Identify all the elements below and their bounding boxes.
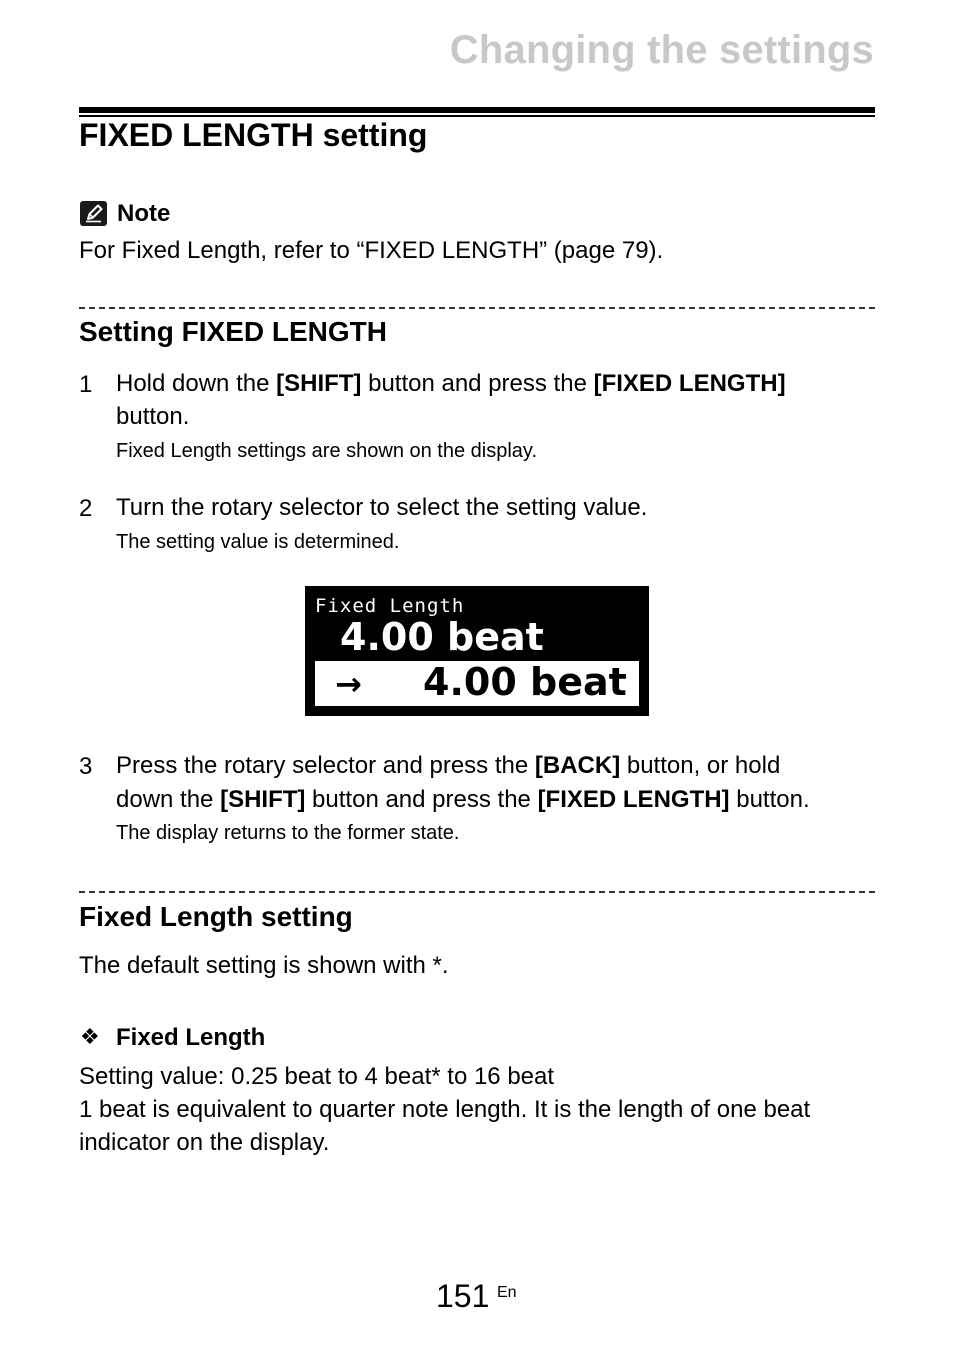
procedure-heading: Setting FIXED LENGTH	[79, 316, 387, 347]
step-number: 1	[79, 371, 93, 398]
dashed-divider	[79, 307, 875, 309]
back-button-ref: [BACK]	[534, 752, 621, 779]
step-2-result: The setting value is determined.	[116, 531, 400, 553]
parameter-description-cont: indicator on the display.	[79, 1129, 330, 1156]
display-current-value: 4.00 beat	[340, 615, 544, 659]
step-1-text-cont: button.	[116, 403, 190, 430]
header-rule-thick	[79, 107, 875, 113]
step-2-text: Turn the rotary selector to select the setting value.	[116, 494, 648, 521]
shift-button-ref: [SHIFT]	[220, 786, 306, 813]
note-label: Note	[117, 200, 171, 227]
fixed-length-button-ref: [FIXED LENGTH]	[593, 370, 786, 397]
settings-heading: Fixed Length setting	[79, 901, 353, 932]
display-label: Fixed Length	[315, 595, 465, 617]
parameter-range: Setting value: 0.25 beat to 4 beat* to 16 beat	[79, 1063, 555, 1090]
shift-button-ref: [SHIFT]	[276, 370, 362, 397]
default-note: The default setting is shown with *.	[79, 952, 449, 979]
arrow-right-icon: →	[335, 665, 362, 703]
step-3-text: Press the rotary selector and press the [BACK] button, or hold	[116, 752, 781, 779]
fixed-length-button-ref: [FIXED LENGTH]	[537, 786, 730, 813]
display-selection-box	[315, 661, 639, 706]
diamond-bullet-icon: ❖	[80, 1024, 100, 1049]
page-number: 151	[436, 1278, 490, 1314]
step-1-result: Fixed Length settings are shown on the display.	[116, 440, 537, 462]
pencil-note-icon	[80, 201, 107, 226]
step-number: 3	[79, 753, 93, 780]
display-screen	[305, 586, 649, 716]
dashed-divider	[79, 891, 875, 893]
step-3-result: The display returns to the former state.	[116, 822, 460, 844]
parameter-description: 1 beat is equivalent to quarter note length. It is the length of one beat	[79, 1096, 811, 1123]
page-header-title: Changing the settings	[449, 28, 874, 72]
step-1-text: Hold down the [SHIFT] button and press the [FIXED LENGTH]	[116, 370, 786, 397]
section-title: FIXED LENGTH setting	[79, 117, 428, 153]
display-new-value: 4.00 beat	[423, 660, 627, 704]
page-language: En	[497, 1284, 517, 1301]
step-3-text-cont: down the [SHIFT] button and press the [FIXED LENGTH] button.	[116, 786, 810, 813]
step-number: 2	[79, 495, 93, 522]
parameter-title: Fixed Length	[116, 1024, 266, 1051]
note-text: For Fixed Length, refer to “FIXED LENGTH” (page 79).	[79, 237, 664, 264]
